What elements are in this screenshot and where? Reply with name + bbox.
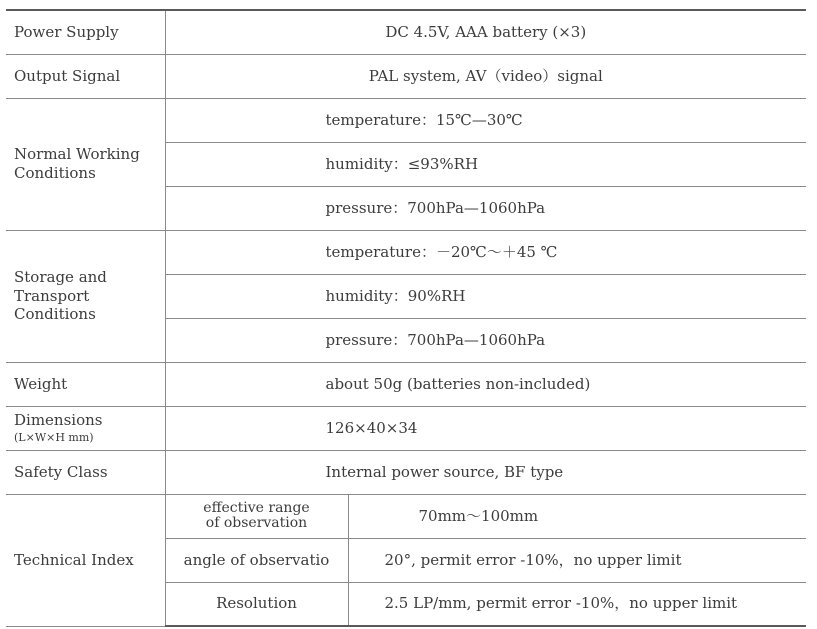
technical-index-label: Technical Index (6, 494, 165, 626)
table-row (6, 494, 806, 538)
effective-range-label-cell (165, 494, 348, 538)
safety-class-value: Internal power source, BF type (165, 450, 806, 494)
output-signal-value: PAL system, AV（video）signal (165, 54, 806, 98)
normal-working-label: Normal Working Conditions (6, 98, 165, 230)
effective-range-value: 70mm～100mm (348, 494, 806, 538)
table-row (6, 54, 806, 98)
weight-label: Weight (6, 362, 165, 406)
angle-of-observation-label: angle of observatio (165, 538, 348, 582)
table-row (6, 450, 806, 494)
safety-class-label: Safety Class (6, 450, 165, 494)
table-row (6, 98, 806, 142)
specification-table (6, 9, 806, 627)
table-row (6, 230, 806, 274)
table-row (6, 362, 806, 406)
effective-range-label-line2: of observation (205, 515, 308, 531)
storage-pressure-value: pressure：700hPa—1060hPa (165, 318, 806, 362)
angle-of-observation-value: 20°, permit error -10%，no upper limit (348, 538, 806, 582)
normal-pressure-value: pressure：700hPa—1060hPa (165, 186, 806, 230)
effective-range-label-line1: effective range (203, 500, 310, 517)
dimensions-label: Dimensions (14, 411, 103, 430)
normal-temperature-value: temperature：15℃—30℃ (165, 98, 806, 142)
dimensions-value: 126×40×34 (165, 406, 806, 450)
normal-humidity-value: humidity：≤93%RH (165, 142, 806, 186)
power-supply-value: DC 4.5V, AAA battery (×3) (165, 10, 806, 54)
power-supply-label: Power Supply (6, 10, 165, 54)
table-row (6, 406, 806, 450)
storage-temperature-value: temperature：－20℃～＋45 ℃ (165, 230, 806, 274)
weight-value: about 50g (batteries non-included) (165, 362, 806, 406)
storage-transport-label: Storage and Transport Conditions (6, 230, 165, 362)
table-row (6, 10, 806, 54)
dimensions-unit: (L×W×H mm) (14, 431, 94, 444)
resolution-label: Resolution (165, 582, 348, 626)
output-signal-label: Output Signal (6, 54, 165, 98)
dimensions-label-cell (6, 406, 165, 450)
storage-humidity-value: humidity：90%RH (165, 274, 806, 318)
resolution-value: 2.5 LP/mm, permit error -10%，no upper limit (348, 582, 806, 626)
